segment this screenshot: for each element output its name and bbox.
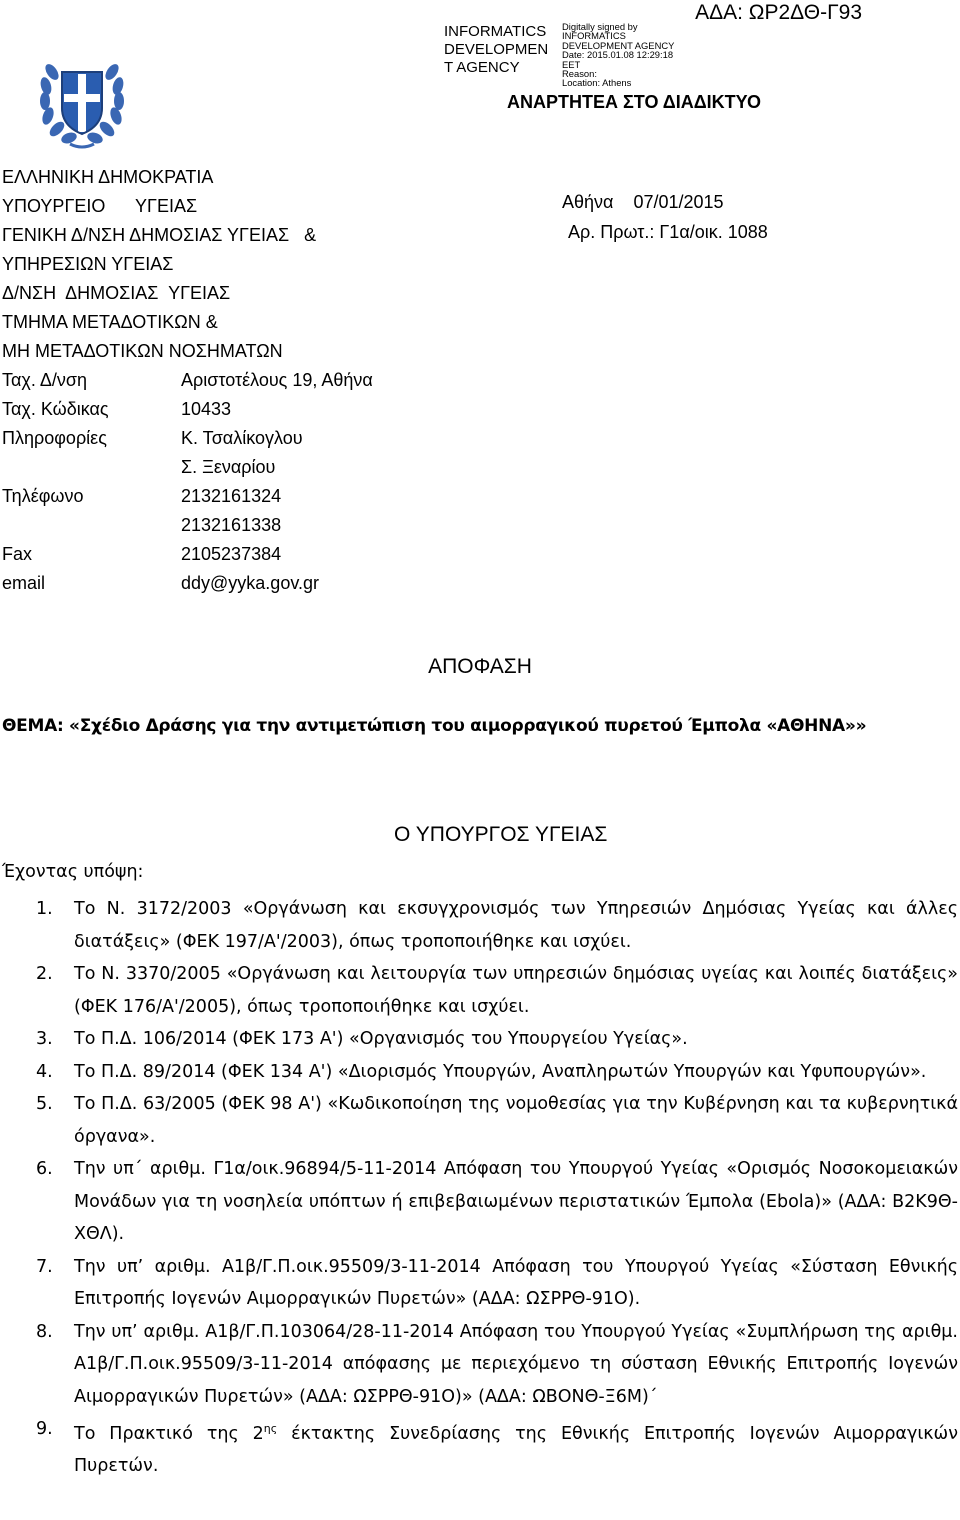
list-item-text: Την υπ΄ αριθμ. Γ1α/οικ.96894/5-11-2014 Απόφαση του Υπουργού Υγείας «Ορισμός Νοσοκομειακών Μονάδων για τη νοσηλεία υπόπτων ή επιβεβαιωμένων περιστατικών Έμπολα (Ebola)» (ΑΔΑ: Β2Κ9Θ-ΧΘΛ).	[74, 1159, 958, 1244]
list-item-number: 7.	[36, 1256, 53, 1277]
phone-row-2	[2, 511, 373, 540]
phone-label: Τηλέφωνο	[2, 486, 84, 506]
list-item	[36, 1251, 958, 1316]
phone-row	[2, 482, 373, 511]
fax-label: Fax	[2, 544, 33, 564]
protocol-number: Αρ. Πρωτ.: Γ1α/οικ. 1088	[568, 222, 768, 242]
postcode-label: Ταχ. Κώδικας	[2, 399, 109, 419]
list-item-number: 1.	[36, 899, 53, 919]
considering-heading: Έχοντας υπόψη:	[2, 862, 144, 882]
list-item-text: Το Π.Δ. 89/2014 (ΦΕΚ 134 Α') «Διορισμός Υπουργών, Αναπληρωτών Υπουργών και Υφυπουργών».	[74, 1061, 927, 1082]
info-row-2	[2, 453, 373, 482]
ada-code: ΑΔΑ: ΩΡ2ΔΘ-Γ93	[695, 1, 862, 24]
list-item-text	[74, 1413, 958, 1483]
digital-signature-details: Digitally signed by INFORMATICS DEVELOPMENT AGENCY Date: 2015.01.08 12:29:18 EET Reason: Location: Athens	[562, 21, 675, 89]
info-contact-2: Σ. Ξεναρίου	[181, 457, 276, 477]
list-item	[36, 893, 958, 958]
greek-coat-of-arms-icon	[36, 50, 128, 150]
digital-signature-signer: INFORMATICS DEVELOPMEN T AGENCY	[444, 23, 549, 76]
postcode-row	[2, 395, 373, 424]
list-item	[36, 1023, 958, 1056]
considerations-list	[36, 893, 958, 1483]
list-item-number: 5.	[36, 1094, 53, 1114]
list-item	[36, 1056, 958, 1089]
email-label: email	[2, 573, 46, 593]
address-value: Αριστοτέλους 19, Αθήνα	[181, 370, 373, 390]
info-label: Πληροφορίες	[2, 428, 107, 448]
list-item-text: Το Ν. 3370/2005 «Οργάνωση και λειτουργία των υπηρεσιών δημόσιας υγείας και λοιπές διατάξεις» (ΦΕΚ 176/Α'/2005), όπως τροποποιήθηκε και ισχύει.	[74, 964, 958, 1017]
info-row	[2, 424, 373, 453]
list-item	[36, 1088, 958, 1153]
list-item-number: 2.	[36, 964, 53, 984]
list-item-text: Το Π.Δ. 106/2014 (ΦΕΚ 173 Α') «Οργανισμός του Υπουργείου Υγείας».	[74, 1029, 688, 1049]
phone-value-2: 2132161338	[181, 515, 282, 535]
list-item-number: 8.	[36, 1321, 53, 1342]
item9-text-start: Το Πρακτικό της 2	[74, 1423, 264, 1444]
issuer-line: ΓΕΝΙΚΗ Δ/ΝΣΗ ΔΗΜΟΣΙΑΣ ΥΓΕΙΑΣ &	[2, 225, 317, 245]
list-item-text: Το Π.Δ. 63/2005 (ΦΕΚ 98 Α') «Κωδικοποίηση της νομοθεσίας για την Κυβέρνηση και τα κυβερνητικά όργανα».	[74, 1094, 958, 1147]
issuer-line: ΥΠΗΡΕΣΙΩΝ ΥΓΕΙΑΣ	[2, 254, 174, 274]
minister-heading: Ο ΥΠΟΥΡΓΟΣ ΥΓΕΙΑΣ	[394, 823, 608, 846]
list-item-text: Την υπ’ αριθμ. Α1β/Γ.Π.οικ.95509/3-11-2014 Απόφαση του Υπουργού Υγείας «Σύσταση Εθνικής Επιτροπής Ιογενών Αιμορραγικών Πυρετών» (ΑΔΑ: ΩΣΡΡΘ-91Ο).	[74, 1256, 958, 1309]
issuer-line: Δ/ΝΣΗ ΔΗΜΟΣΙΑΣ ΥΓΕΙΑΣ	[2, 283, 231, 303]
item9-text-end: έκτακτης Συνεδρίασης της Εθνικής Επιτροπής Ιογενών Αιμορραγικών Πυρετών.	[74, 1423, 958, 1477]
list-item-text: Την υπ’ αριθμ. Α1β/Γ.Π.103064/28-11-2014 Απόφαση του Υπουργού Υγείας «Συμπλήρωση της αριθμ. Α1β/Γ.Π.οικ.95509/3-11-2014 απόφασης με περιεχόμενο τη σύσταση Εθνικής Επιτροπής Ιογενών Αιμορραγικών Πυρετών» (ΑΔΑ: ΩΣΡΡΘ-91Ο)» (ΑΔΑ: ΩΒΟΝΘ-Ξ6Μ)΄	[74, 1321, 958, 1407]
address-row	[2, 366, 373, 395]
fax-value: 2105237384	[181, 544, 282, 564]
document-title: ΑΠΟΦΑΣΗ	[428, 655, 532, 678]
list-item-number: 3.	[36, 1029, 53, 1049]
list-item	[36, 1153, 958, 1251]
document-subject: ΘΕΜΑ: «Σχέδιο Δράσης για την αντιμετώπιση του αιμορραγικού πυρετού Έμπολα «ΑΘΗΝΑ»»	[2, 716, 867, 736]
issuer-line: ΤΜΗΜΑ ΜΕΤΑΔΟΤΙΚΩΝ &	[2, 312, 218, 332]
phone-value-1: 2132161324	[181, 486, 282, 506]
publish-notice: ΑΝΑΡΤΗΤΕΑ ΣΤΟ ΔΙΑΔΙΚΤΥΟ	[507, 92, 761, 112]
list-item-text: Το Ν. 3172/2003 «Οργάνωση και εκσυγχρονισμός των Υπηρεσιών Δημόσιας Υγείας και άλλες διατάξεις» (ΦΕΚ 197/Α'/2003), όπως τροποποιήθηκε και ισχύει.	[74, 899, 958, 952]
list-item	[36, 958, 958, 1023]
document-date: Αθήνα 07/01/2015	[562, 192, 724, 212]
list-item-number: 6.	[36, 1159, 53, 1179]
email-row	[2, 569, 373, 598]
list-item-number: 9.	[36, 1419, 53, 1439]
list-item-number: 4.	[36, 1061, 53, 1082]
issuer-line: ΜΗ ΜΕΤΑΔΟΤΙΚΩΝ ΝΟΣΗΜΑΤΩΝ	[2, 341, 283, 361]
info-contact-1: Κ. Τσαλίκογλου	[181, 428, 303, 448]
list-item	[36, 1413, 958, 1483]
postcode-value: 10433	[181, 399, 232, 419]
list-item	[36, 1316, 958, 1414]
email-value: ddy@yyka.gov.gr	[181, 573, 319, 593]
issuer-block	[2, 163, 373, 598]
issuer-line: ΥΠΟΥΡΓΕΙΟ ΥΓΕΙΑΣ	[2, 196, 198, 216]
issuer-line: ΕΛΛΗΝΙΚΗ ΔΗΜΟΚΡΑΤΙΑ	[2, 167, 214, 187]
fax-row	[2, 540, 373, 569]
address-label: Ταχ. Δ/νση	[2, 370, 88, 390]
ordinal-superscript: ης	[263, 1422, 278, 1435]
